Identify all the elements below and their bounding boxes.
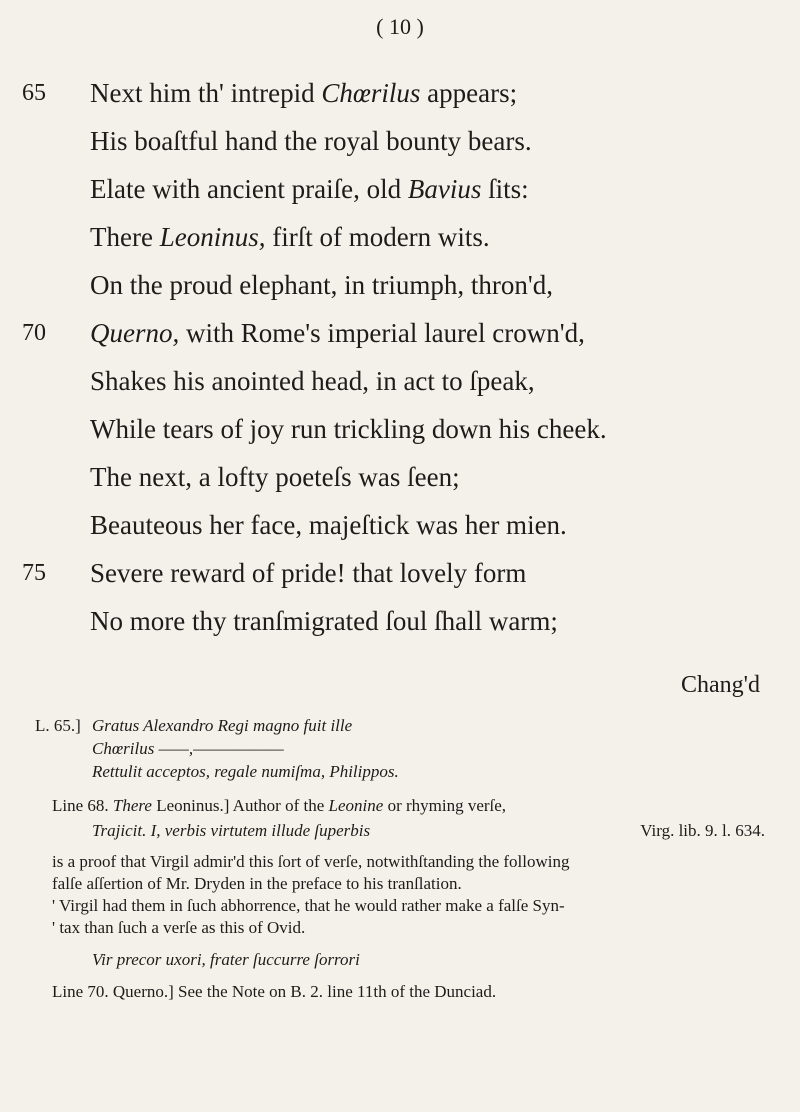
note-68-text-2: falſe aſſertion of Mr. Dryden in the preface to his tranſlation. — [52, 874, 462, 893]
verse-line: On the proud elephant, in triumph, thron'd, — [90, 270, 554, 300]
line-number: 65 — [22, 80, 46, 106]
line-number: 70 — [22, 320, 46, 346]
note-68-reference: Virg. lib. 9. l. 634. — [640, 821, 765, 840]
verse-line: His boaſtful hand the royal bounty bears. — [90, 126, 532, 156]
verse-line: Elate with ancient praiſe, old Bavius ſits: — [90, 174, 529, 204]
note-68-ovid: Vir precor uxori, frater ſuccurre ſorrori — [92, 950, 360, 969]
verse-line: While tears of joy run trickling down his cheek. — [90, 414, 607, 444]
verse-line: Querno, with Rome's imperial laurel crown'd, — [90, 318, 585, 348]
verse-line: There Leoninus, firſt of modern wits. — [90, 222, 490, 252]
note-68-text-4: ' tax than ſuch a verſe as this of Ovid. — [52, 918, 306, 937]
catchword: Chang'd — [681, 672, 760, 698]
verse-line: The next, a lofty poeteſs was ſeen; — [90, 462, 460, 492]
note-68-quote: Trajicit. I, verbis virtutem illude ſuperbis — [92, 821, 371, 840]
verse-line: Next him th' intrepid Chœrilus appears; — [90, 78, 518, 108]
verse-line: Shakes his anointed head, in act to ſpeak, — [90, 366, 535, 396]
note-70: Line 70. Querno.] See the Note on B. 2. line 11th of the Dunciad. — [52, 982, 497, 1001]
note-68-text-3: ' Virgil had them in ſuch abhorrence, that he would rather make a falſe Syn- — [52, 896, 565, 915]
page-number: ( 10 ) — [376, 14, 424, 39]
note-68-heading: Line 68. There Leoninus.] Author of the Leonine or rhyming verſe, — [52, 796, 507, 815]
note-65-line-a: Gratus Alexandro Regi magno fuit ille — [92, 716, 353, 735]
verse-line: No more thy tranſmigrated ſoul ſhall warm; — [90, 606, 558, 636]
verse-line: Beauteous her face, majeſtick was her mien. — [90, 510, 567, 540]
note-65-line-b: Chœrilus ——,—————— — [92, 739, 284, 758]
note-68-text-1: is a proof that Virgil admir'd this ſort of verſe, notwithſtanding the following — [52, 852, 570, 871]
note-65-label: L. 65.] — [35, 716, 81, 735]
note-65-line-c: Rettulit acceptos, regale numiſma, Philippos. — [92, 762, 399, 781]
line-number: 75 — [22, 560, 46, 586]
verse-line: Severe reward of pride! that lovely form — [90, 558, 527, 588]
